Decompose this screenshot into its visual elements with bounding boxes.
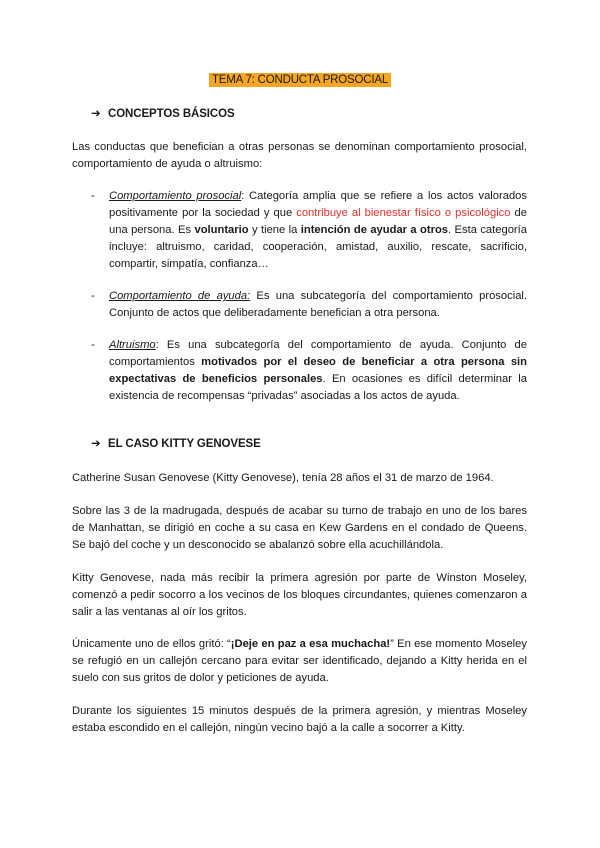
list-item-prosocial (72, 188, 527, 273)
item-text: . Esta categoría incluye: altruismo, caridad, cooperación, amistad, auxilio, rescate, sacrificio, compartir, simpatía, confianza… (109, 224, 527, 270)
item-text: . En ocasiones es difícil determinar la existencia de recompensas “privadas” asociadas a los actos de ayuda. (109, 373, 527, 402)
intro-paragraph: Las conductas que benefician a otras personas se denominan comportamiento prosocial, comportamiento de ayuda o altruismo: (72, 141, 527, 170)
kitty-paragraph-2: Sobre las 3 de la madrugada, después de acabar su turno de trabajo en uno de los bares de Manhattan, se dirigió en coche a su casa en Kew Gardens en el condado de Queens. Se bajó del coche y un desconocido se abalanzó sobre ella acuchillándola. (72, 505, 527, 551)
term-ayuda: Comportamiento de ayuda: (109, 290, 251, 302)
kitty-paragraph-1: Catherine Susan Genovese (Kitty Genovese), tenía 28 años el 31 de marzo de 1964. (72, 472, 494, 484)
quote-bold: ¡Deje en paz a esa muchacha! (230, 638, 391, 650)
item-text: Es una subcategoría del comportamiento prosocial. Conjunto de actos que deliberadamente benefician a otra persona. (109, 290, 528, 319)
concept-list-3 (72, 337, 527, 405)
concept-list (72, 188, 527, 273)
list-item-ayuda (72, 288, 527, 322)
section-heading-kitty (91, 436, 261, 450)
item-text: y tiene la (248, 224, 301, 236)
page-title: TEMA 7: CONDUCTA PROSOCIAL (209, 73, 391, 87)
section-heading-conceptos (91, 106, 235, 120)
item-text: : Categoría amplia que se refiere a los actos valorados positivamente por la sociedad y que (109, 190, 527, 219)
arrow-icon: ➔ (91, 108, 101, 120)
highlight-text: contribuye al bienestar físico o psicológico (296, 207, 511, 219)
para-text: ” En ese momento Moseley se refugió en un callejón cercano para evitar ser identificado, dejando a Kitty herida en el suelo con sus gritos de dolor y peticiones de ayuda. (72, 638, 527, 684)
term-altruismo: Altruismo (109, 339, 156, 351)
kitty-paragraph-5: Durante los siguientes 15 minutos después de la primera agresión, y mientras Moseley estaba escondido en el callejón, ningún vecino bajó a la calle a socorrer a Kitty. (72, 705, 527, 734)
kitty-paragraph-4 (72, 636, 527, 687)
concept-list-2 (72, 288, 527, 322)
section-heading-text: CONCEPTOS BÁSICOS (108, 108, 235, 120)
arrow-icon: ➔ (91, 438, 101, 450)
bold-text: intención de ayudar a otros (300, 224, 449, 236)
bold-text: motivados por el deseo de beneficiar a otra persona sin expectativas de beneficios personales (109, 356, 527, 385)
list-dash: - (91, 190, 95, 202)
para-text: Únicamente uno de ellos gritó: “ (72, 638, 231, 650)
list-item-altruismo (72, 337, 527, 405)
bold-text: voluntario (194, 224, 249, 236)
title-wrap (0, 70, 600, 88)
term-prosocial: Comportamiento prosocial (109, 190, 242, 202)
section-heading-text: EL CASO KITTY GENOVESE (108, 438, 261, 450)
item-text: : Es una subcategoría del comportamiento de ayuda. Conjunto de comportamientos (109, 339, 527, 368)
kitty-paragraph-3: Kitty Genovese, nada más recibir la primera agresión por parte de Winston Moseley, comenzó a pedir socorro a los vecinos de los bloques circundantes, quienes comenzaron a salir a las ventanas al oír los gritos. (72, 572, 527, 618)
list-dash: - (91, 290, 95, 302)
item-text: de una persona. Es (109, 207, 527, 236)
list-dash: - (91, 339, 95, 351)
